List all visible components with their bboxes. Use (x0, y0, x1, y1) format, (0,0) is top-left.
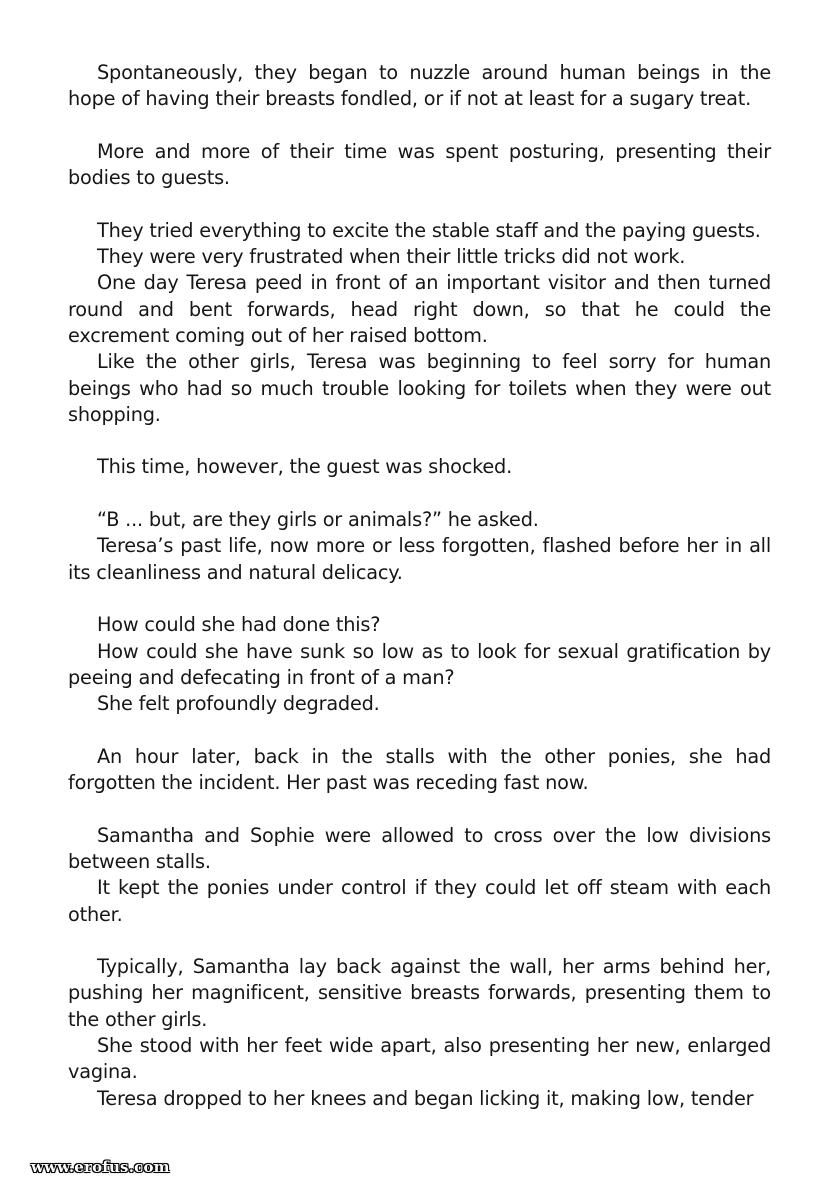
paragraph: “B ... but, are they girls or animals?” he asked. (97, 508, 539, 532)
paragraph: Spontaneously, they began to nuzzle around human beings in the hope of having their breasts fondled, or if not at least for a sugary treat. (68, 61, 771, 111)
paragraph: Typically, Samantha lay back against the wall, her arms behind her, pushing her magnificent, sensitive breasts forwards, presenting them to the other girls. (68, 955, 771, 1031)
paragraph: Teresa’s past life, now more or less forgotten, flashed before her in all its cleanliness and natural delicacy. (68, 534, 771, 584)
paragraph: How could she had done this? (97, 613, 381, 637)
paragraph: How could she have sunk so low as to look for sexual gratification by peeing and defecating in front of a man? (68, 639, 771, 689)
watermark: www.erofus.com (31, 1158, 170, 1176)
paragraph: Samantha and Sophie were allowed to cross over the low divisions between stalls. (68, 823, 771, 873)
paragraph: She stood with her feet wide apart, also presenting her new, enlarged vagina. (68, 1033, 771, 1084)
paragraph: They were very frustrated when their little tricks did not work. (97, 245, 686, 269)
paragraph: An hour later, back in the stalls with the other ponies, she had forgotten the incident. Her past was receding fast now. (68, 744, 771, 795)
paragraph: She felt profoundly degraded. (97, 692, 380, 716)
paragraph: It kept the ponies under control if they could let off steam with each other. (68, 876, 771, 926)
paragraph: Teresa dropped to her knees and began licking it, making low, tender (97, 1086, 754, 1110)
paragraph: This time, however, the guest was shocked. (97, 455, 513, 479)
paragraph: More and more of their time was spent posturing, presenting their bodies to guests. (68, 139, 771, 190)
paragraph: Like the other girls, Teresa was beginning to feel sorry for human beings who had so much trouble looking for toilets when they were out shopping. (68, 350, 771, 426)
page-text (68, 60, 771, 1112)
paragraph: They tried everything to excite the stable staff and the paying guests. (97, 218, 761, 242)
paragraph: One day Teresa peed in front of an important visitor and then turned round and bent forwards, head right down, so that he could the excrement coming out of her raised bottom. (68, 271, 771, 347)
